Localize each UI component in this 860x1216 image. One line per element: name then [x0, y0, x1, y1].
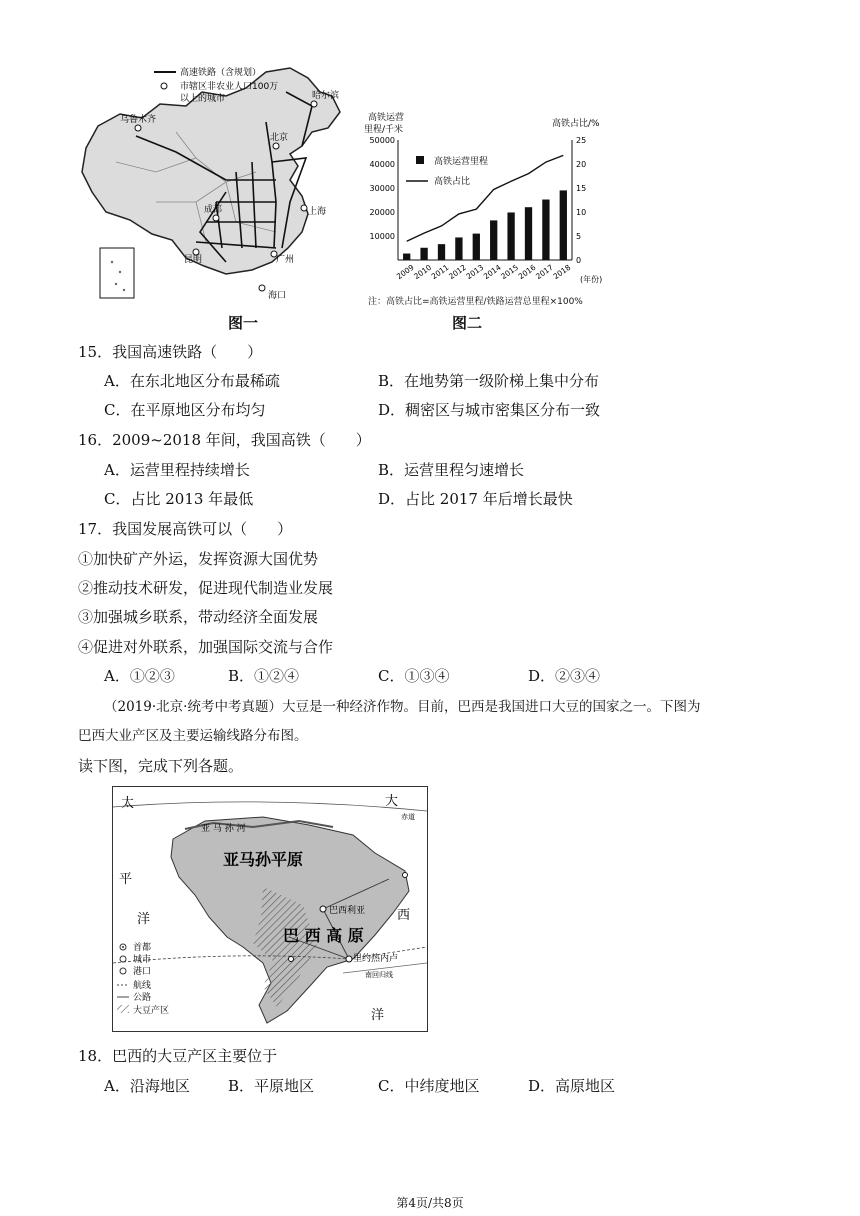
q18-option-d[interactable]: D．高原地区 — [528, 1077, 616, 1095]
city-haikou: 海口 — [268, 291, 287, 301]
q16-option-a[interactable]: A．运营里程持续增长 — [104, 461, 250, 479]
q15-option-c[interactable]: C．在平原地区分布均匀 — [104, 401, 266, 419]
city-guangzhou: 广州 — [276, 255, 295, 265]
q17-stem: 17．我国发展高铁可以（ ） — [78, 520, 293, 538]
x-tick-label: 2018 — [551, 262, 573, 282]
q17-option-b[interactable]: B．①②④ — [228, 667, 300, 685]
bar-mileage — [455, 237, 462, 260]
chart-ylabel-left-2: 里程/千米 — [364, 125, 404, 135]
hsr-chart — [360, 108, 618, 310]
ocean-pacific-3: 洋 — [137, 912, 151, 927]
equator-label: 赤道 — [401, 813, 415, 821]
x-tick-label: 2012 — [447, 262, 468, 282]
city-chengdu: 成都 — [204, 205, 223, 215]
y-tick-right: 25 — [576, 136, 587, 145]
x-tick-label: 2011 — [429, 262, 451, 282]
amazon-plain-label: 亚马孙平原 — [223, 850, 304, 869]
x-tick-label: 2016 — [516, 262, 538, 282]
line-share — [407, 155, 564, 241]
chart-x-unit: (年份) — [580, 275, 603, 284]
q18-option-a[interactable]: A．沿海地区 — [104, 1077, 190, 1095]
china-rail-map — [76, 62, 356, 310]
q15-stem: 15．我国高速铁路（ ） — [78, 343, 263, 361]
city-kunming: 昆明 — [184, 255, 203, 265]
map-legend — [117, 941, 169, 1016]
brasilia-label: 巴西利亚 — [329, 906, 366, 916]
chart-note: 注：高铁占比=高铁运营里程/铁路运营总里程×100% — [368, 297, 583, 307]
bar-mileage — [490, 220, 497, 260]
q16-option-d[interactable]: D．占比 2017 年后增长最快 — [378, 490, 573, 508]
bar-mileage — [507, 212, 514, 260]
q15-option-b[interactable]: B．在地势第一级阶梯上集中分布 — [378, 372, 600, 390]
legend-soybean: 大豆产区 — [133, 1006, 170, 1016]
q17-statement-2: ②推动技术研发，促进现代制造业发展 — [78, 579, 334, 597]
bar-mileage — [560, 190, 567, 260]
legend-port: 港口 — [133, 967, 152, 977]
q16-option-c[interactable]: C．占比 2013 年最低 — [104, 490, 254, 508]
legend-bar-swatch — [416, 156, 424, 164]
q15-option-d[interactable]: D．稠密区与城市密集区分布一致 — [378, 401, 601, 419]
ocean-atlantic-1: 大 — [385, 794, 399, 809]
q17-statement-1: ①加快矿产外运，发挥资源大国优势 — [78, 550, 319, 568]
chart-bars — [403, 190, 567, 260]
plateau-label: 巴 西 高 原 — [283, 926, 364, 945]
x-tick-label: 2014 — [481, 262, 503, 282]
intro-line-1: （2019·北京·统考中考真题）大豆是一种经济作物。目前，巴西是我国进口大豆的国家之一。下图为 — [104, 699, 701, 715]
y-tick-right: 15 — [576, 184, 587, 193]
y-tick-left: 10000 — [369, 232, 395, 241]
y-tick-right: 10 — [576, 208, 587, 217]
city-harbin: 哈尔滨 — [312, 91, 340, 101]
y-tick-right: 5 — [576, 232, 582, 241]
y-tick-right: 20 — [576, 160, 587, 169]
legend-city: 城市 — [133, 955, 152, 965]
legend-rail: 高速铁路（含规划） — [180, 68, 262, 78]
city-shanghai: 上海 — [308, 207, 327, 217]
y-tick-left: 50000 — [369, 136, 395, 145]
x-tick-label: 2017 — [534, 262, 555, 282]
ocean-pacific-2: 平 — [119, 872, 133, 887]
x-tick-label: 2013 — [464, 262, 486, 282]
bar-mileage — [438, 244, 445, 260]
chart-ylabel-left-1: 高铁运营 — [368, 113, 405, 123]
intro-line-2: 巴西大业产区及主要运输线路分布图。 — [78, 728, 308, 744]
amazon-river-label: 亚 马 孙 河 — [201, 824, 246, 834]
bar-mileage — [403, 254, 410, 260]
chart-legend-bar: 高铁运营里程 — [434, 157, 489, 167]
q17-statement-4: ④促进对外联系，加强国际交流与合作 — [78, 638, 334, 656]
page-footer: 第4页/共8页 — [396, 1196, 464, 1210]
city-beijing: 北京 — [270, 133, 289, 143]
y-tick-left: 40000 — [369, 160, 395, 169]
bar-mileage — [525, 207, 532, 260]
q16-option-b[interactable]: B．运营里程匀速增长 — [378, 461, 525, 479]
q16-stem: 16．2009~2018 年间，我国高铁（ ） — [78, 431, 371, 449]
ocean-atlantic-2: 西 — [397, 908, 411, 923]
bar-mileage — [542, 200, 549, 260]
legend-road: 公路 — [133, 993, 152, 1003]
x-tick-label: 2010 — [412, 262, 434, 282]
y-tick-left: 30000 — [369, 184, 395, 193]
fig2-caption: 图二 — [452, 314, 483, 332]
q17-statement-3: ③加强城乡联系，带动经济全面发展 — [78, 608, 319, 626]
legend-city-line2: 以上的城市 — [180, 94, 226, 104]
ocean-pacific-1: 太 — [121, 796, 135, 811]
y-tick-right: 0 — [576, 256, 582, 265]
q18-option-b[interactable]: B．平原地区 — [228, 1077, 315, 1095]
brazil-soybean-map — [112, 786, 428, 1032]
q18-stem: 18．巴西的大豆产区主要位于 — [78, 1047, 278, 1065]
chart-ylabel-right: 高铁占比/% — [552, 119, 600, 129]
legend-city-line1: 市辖区非农业人口100万 — [180, 82, 279, 92]
y-tick-left: 20000 — [369, 208, 395, 217]
x-tick-label: 2015 — [499, 262, 521, 282]
q15-option-a[interactable]: A．在东北地区分布最稀疏 — [104, 372, 280, 390]
fig1-caption: 图一 — [228, 314, 259, 332]
bar-mileage — [420, 248, 427, 260]
intro-line-3: 读下图，完成下列各题。 — [78, 757, 244, 775]
q18-option-c[interactable]: C．中纬度地区 — [378, 1077, 480, 1095]
legend-route: 航线 — [133, 981, 152, 991]
chart-legend-line: 高铁占比 — [434, 177, 471, 187]
x-tick-label: 2009 — [394, 262, 416, 282]
tropic-label: 南回归线 — [365, 971, 393, 979]
ocean-atlantic-3: 洋 — [371, 1008, 385, 1023]
city-urumqi: 乌鲁木齐 — [120, 115, 157, 125]
rio-label: 里约热内卢 — [353, 954, 399, 964]
q17-option-c[interactable]: C．①③④ — [378, 667, 450, 685]
legend-capital: 首都 — [133, 943, 152, 953]
bar-mileage — [473, 234, 480, 260]
chart-line — [407, 155, 564, 241]
q17-option-d[interactable]: D．②③④ — [528, 667, 601, 685]
q17-option-a[interactable]: A．①②③ — [104, 667, 175, 685]
